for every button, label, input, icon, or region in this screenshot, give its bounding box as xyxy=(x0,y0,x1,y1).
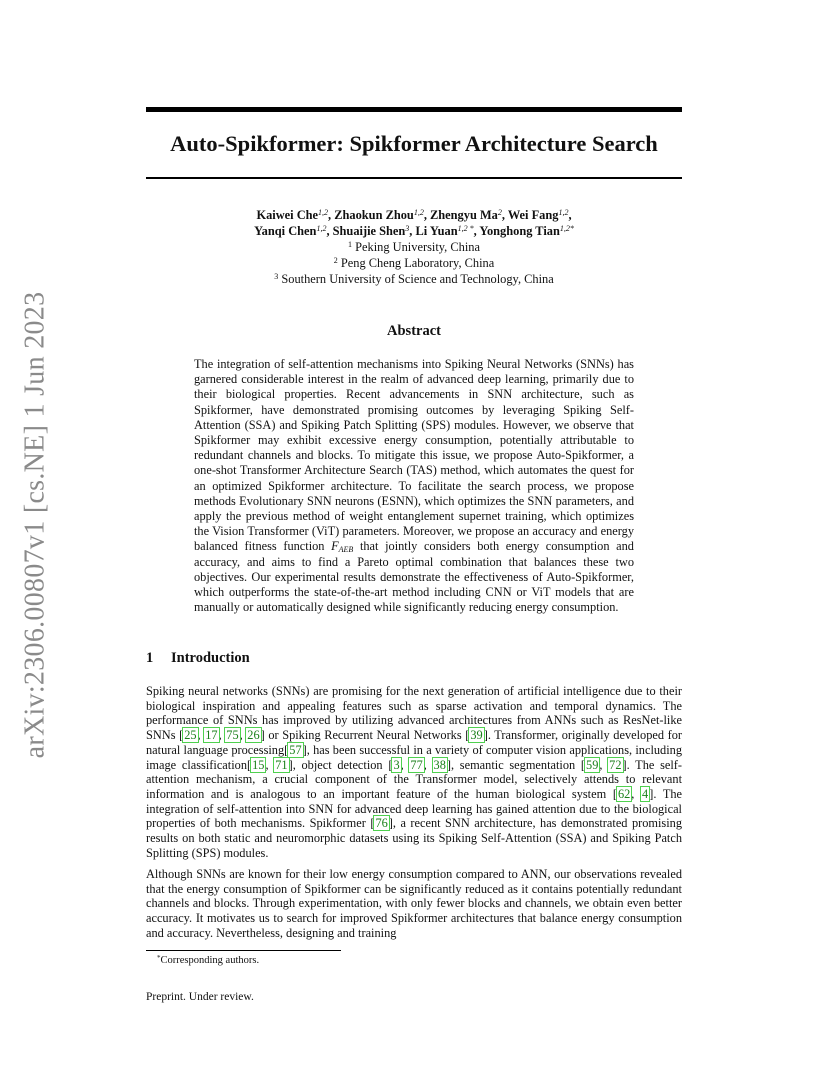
author-name: Zhengyu Ma xyxy=(430,208,498,222)
footnote-rule xyxy=(146,950,341,951)
arxiv-identifier-stamp xyxy=(8,291,62,759)
author-affiliation-marker: 3 xyxy=(405,224,410,233)
preprint-note: Preprint. Under review. xyxy=(146,991,254,1003)
title-bottom-rule xyxy=(146,177,682,179)
section-heading-introduction xyxy=(146,650,250,667)
affiliation-marker: 3 xyxy=(274,272,279,281)
citation-link[interactable]: 57 xyxy=(289,742,302,757)
affiliation-2 xyxy=(146,255,682,271)
author-name: Li Yuan xyxy=(415,224,458,238)
affiliation-marker: 2 xyxy=(333,256,338,265)
author-affiliation-marker: 1,2 xyxy=(316,224,327,233)
footnote xyxy=(157,954,259,967)
citation-link[interactable]: 76 xyxy=(375,816,388,831)
affiliation-text: Peng Cheng Laboratory, China xyxy=(340,256,495,270)
affiliation-marker: 1 xyxy=(348,240,353,249)
citation-link[interactable]: 71 xyxy=(275,757,288,772)
author-names-line-1: Kaiwei Che$^{1,2}$, Zhaokun Zhou$^{1,2}$, Zhengyu Ma$^2$, Wei Fang$^{1,2}$, xyxy=(256,208,572,222)
citation-link[interactable]: 39 xyxy=(470,728,483,743)
introduction-paragraph-1: Spiking neural networks (SNNs) are promising for the next generation of artificial intelligence due to their biological inspiration and appealing features such as sparse activation and temporal dynamics. The performance of SNNs has improved by utilizing advanced architectures from ANNs such as ResNet-like SNNs [25, 17, 75, 26] or Spiking Recurrent Neural Networks [39]. Transformer, originally developed for natural language processing[57], has been successful in a variety of computer vision applications, including image classification[15, 71], object detection [3, 77, 38], semantic segmentation [59, 72]. The self-attention mechanism, a crucial component of the Transformer model, selectively attends to relevant information and is analogous to an important feature of the human biological system [62, 4]. The integration of self-attention into SNN for advanced deep learning has gained attention due to the biological properties of both mechanisms. Spikformer [76], a recent SNN architecture, has demonstrated promising results on both static and neuromorphic datasets using its Spiking Self-Attention (SSA) and Spiking Patch Splitting (SPS) modules. xyxy=(146,684,683,860)
citation-link[interactable]: 75 xyxy=(226,728,239,743)
author-name: Zhaokun Zhou xyxy=(334,208,414,222)
title-top-rule xyxy=(146,107,682,112)
author-names-line-2: Yanqi Chen$^{1,2}$, Shuaijie Shen$^3$, Li Yuan$^{1,2 *}$, Yonghong Tian$^{1,2*}$ xyxy=(254,224,574,238)
affiliation-text: Peking University, China xyxy=(355,240,480,254)
footnote-marker: * xyxy=(157,954,161,962)
author-affiliation-marker: 1,2 xyxy=(558,208,569,217)
abstract-text-part-1: The integration of self-attention mechanisms into Spiking Neural Networks (SNNs) has garnered considerable interest in the realm of advanced deep learning, primarily due to their biological properties. Recent advancements in SNN architecture, such as Spikformer, have demonstrated promising outcomes by leveraging Spiking Self-Attention (SSA) and Spiking Patch Splitting (SPS) modules. However, we observe that Spikformer may exhibit excessive energy consumption, potentially attributable to redundant channels and blocks. To mitigate this issue, we propose Auto-Spikformer, a one-shot Transformer Architecture Search (TAS) method, which automates the quest for an optimized Spikformer architecture. To facilitate the search process, we propose methods Evolutionary SNN neurons (ESNN), which optimizes the SNN parameters, and apply the previous method of weight entanglement supernet training, which optimizes the Vision Transformer (ViT) parameters. Moreover, we propose an accuracy and energy balanced fitness function xyxy=(194,357,634,554)
abstract-text-part-2: that jointly considers both energy consumption and accuracy, and aims to find a Pareto optimal combination that balances these two objectives. Our experimental results demonstrate the effectiveness of Auto-Spikformer, which outperforms the state-of-the-art method including CNN or ViT models that are manually or automatically designed while significantly reducing energy consumption. xyxy=(194,539,634,615)
author-name: Wei Fang xyxy=(507,208,559,222)
paper-title: Auto-Spikformer: Spikformer Architecture Search xyxy=(170,131,658,156)
section-title: Introduction xyxy=(171,650,250,666)
introduction-paragraph-2: Although SNNs are known for their low energy consumption compared to ANN, our observations revealed that the energy consumption of Spikformer can be significantly reduced as it contains potentially redundant channels and blocks. Through experimentation, with only fewer blocks and channels, we obtain even better accuracy. It motivates us to search for improved Spikformer architectures that balance energy consumption and accuracy. Nevertheless, designing and training xyxy=(146,867,682,940)
author-affiliation-marker: 1,2 xyxy=(413,208,424,217)
fitness-function-symbol: $F_{AEB}$ xyxy=(331,539,354,555)
author-affiliation-marker: 1,2* xyxy=(559,224,574,233)
author-name: Shuaijie Shen xyxy=(332,224,406,238)
author-affiliation-marker: 1,2 * xyxy=(457,224,474,233)
citation-link[interactable]: 17 xyxy=(205,728,218,743)
citation-link[interactable]: 3 xyxy=(393,757,400,772)
affiliation-1 xyxy=(146,239,682,255)
author-affiliation-marker: 2 xyxy=(497,208,502,217)
citation-link[interactable]: 72 xyxy=(609,757,622,772)
section-number: 1 xyxy=(146,650,154,666)
citation-link[interactable]: 15 xyxy=(252,757,265,772)
citation-link[interactable]: 77 xyxy=(410,757,423,772)
author-name: Yanqi Chen xyxy=(254,224,317,238)
affiliation-3 xyxy=(146,271,682,287)
citation-link[interactable]: 25 xyxy=(184,728,197,743)
citation-link[interactable]: 59 xyxy=(586,757,599,772)
author-affiliation-marker: 1,2 xyxy=(318,208,329,217)
footnote-text: Corresponding authors. xyxy=(160,955,260,966)
affiliation-text: Southern University of Science and Technology, China xyxy=(281,272,554,286)
arxiv-identifier-text: arXiv:2306.00807v1 [cs.NE] 1 Jun 2023 xyxy=(19,291,51,759)
citation-link[interactable]: 62 xyxy=(617,786,631,801)
author-block xyxy=(146,207,682,287)
citation-link[interactable]: 26 xyxy=(247,728,260,743)
citation-link[interactable]: 38 xyxy=(433,757,446,772)
abstract-body xyxy=(194,357,634,615)
author-name: Kaiwei Che xyxy=(256,208,319,222)
citation-link[interactable]: 4 xyxy=(642,786,649,801)
abstract-heading: Abstract xyxy=(387,323,441,339)
author-name: Yonghong Tian xyxy=(479,224,560,238)
